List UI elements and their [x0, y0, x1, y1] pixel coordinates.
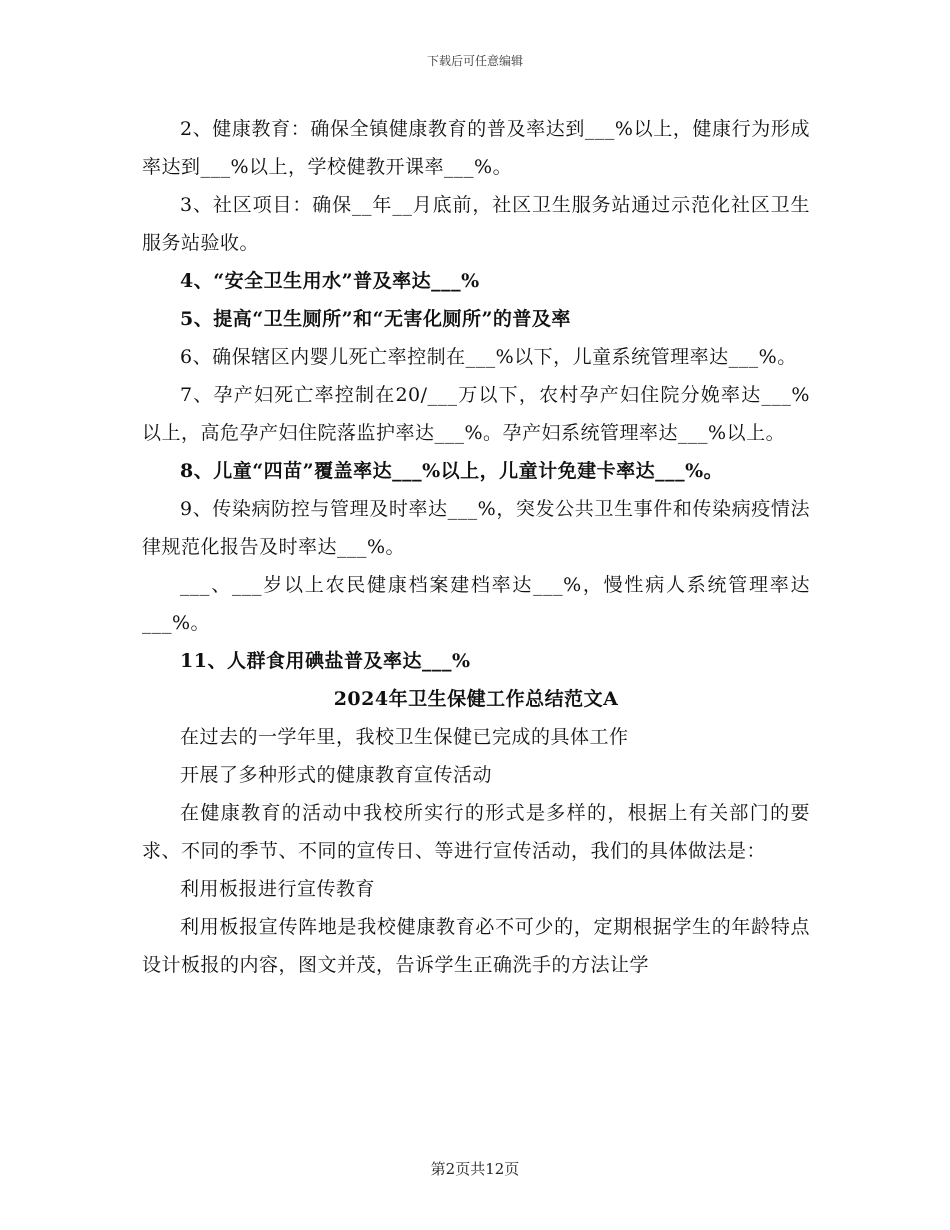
paragraph-infectious-disease: 9、传染病防控与管理及时率达___%，突发公共卫生事件和传染病疫情法律规范化报告及时率达___%。 [142, 498, 810, 558]
document-body [142, 110, 810, 984]
paragraph-toilets: 5、提高“卫生厕所”和“无害化厕所”的普及率 [180, 308, 571, 330]
paragraph-vaccination: 8、儿童“四苗”覆盖率达___%以上，儿童计免建卡率达___%。 [180, 460, 724, 482]
paragraph-intro: 在过去的一学年里，我校卫生保健已完成的具体工作 [180, 726, 629, 748]
paragraph-infant-mortality: 6、确保辖区内婴儿死亡率控制在___%以下，儿童系统管理率达___%。 [180, 346, 797, 368]
paragraph-blackboard-heading: 利用板报进行宣传教育 [180, 878, 376, 900]
paragraph-blackboard: 利用板报宣传阵地是我校健康教育必不可少的，定期根据学生的年龄特点设计板报的内容，图文并茂，告诉学生正确洗手的方法让学 [142, 916, 810, 976]
paragraph-health-records: ___、___岁以上农民健康档案建档率达___%，慢性病人系统管理率达___%。 [142, 574, 810, 634]
paragraph-activities: 在健康教育的活动中我校所实行的形式是多样的，根据上有关部门的要求、不同的季节、不同的宣传日、等进行宣传活动，我们的具体做法是： [142, 802, 810, 862]
paragraph-community-project: 3、社区项目：确保__年__月底前，社区卫生服务站通过示范化社区卫生服务站验收。 [142, 194, 810, 254]
page-footer: 第2页共12页 [430, 1160, 520, 1178]
paragraph-iodized-salt: 11、人群食用碘盐普及率达___% [180, 650, 471, 672]
paragraph-health-education: 2、健康教育：确保全镇健康教育的普及率达到___%以上，健康行为形成率达到___%以上，学校健教开课率___%。 [142, 118, 810, 178]
paragraph-safe-water: 4、“安全卫生用水”普及率达___% [180, 270, 480, 292]
page-header: 下载后可任意编辑 [426, 54, 523, 68]
paragraph-activities-heading: 开展了多种形式的健康教育宣传活动 [180, 764, 493, 786]
section-title: 2024年卫生保健工作总结范文A [333, 688, 619, 710]
paragraph-maternal-mortality: 7、孕产妇死亡率控制在20/___万以下，农村孕产妇住院分娩率达___%以上，高危孕产妇住院落监护率达___%。孕产妇系统管理率达___%以上。 [142, 384, 810, 444]
